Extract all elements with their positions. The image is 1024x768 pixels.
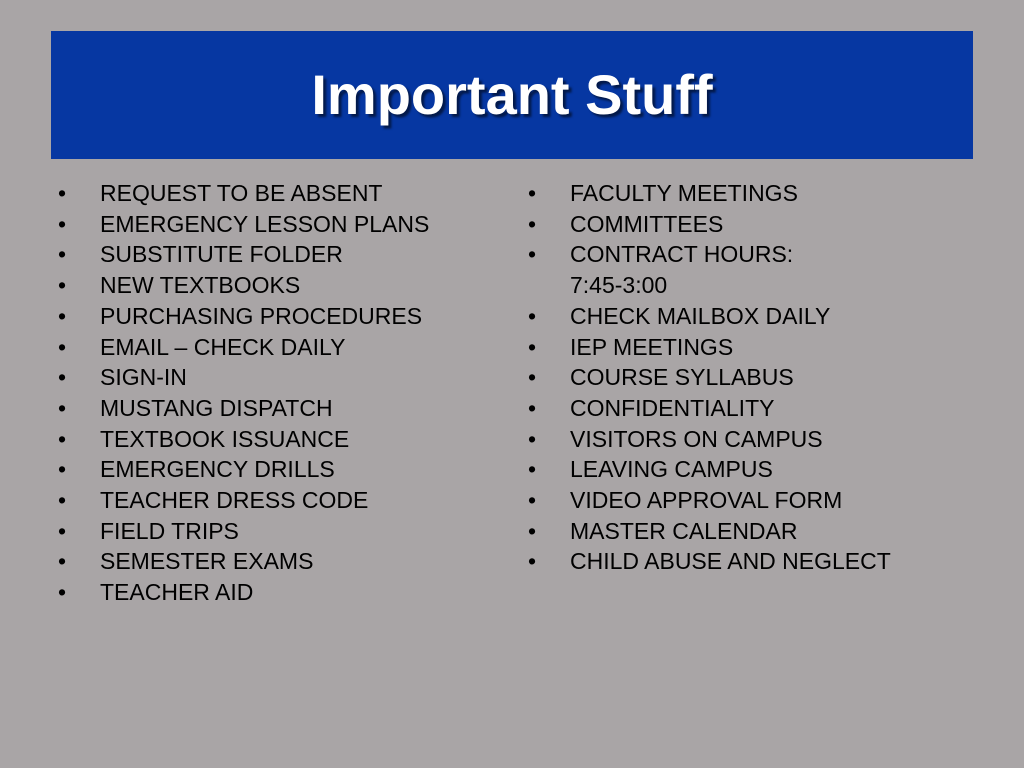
list-item-text: COMMITTEES bbox=[570, 210, 724, 237]
list-item bbox=[528, 362, 968, 393]
list-item-text: SIGN-IN bbox=[100, 364, 187, 391]
bullet-icon: • bbox=[58, 456, 67, 483]
list-item bbox=[58, 239, 498, 270]
list-item bbox=[58, 209, 498, 240]
bullet-icon: • bbox=[58, 364, 67, 391]
list-item-continuation: 7:45-3:00 bbox=[570, 272, 668, 299]
list-item-text: FACULTY MEETINGS bbox=[570, 180, 798, 206]
list-item bbox=[528, 209, 968, 240]
list-item-text: CHILD ABUSE AND NEGLECT bbox=[570, 548, 891, 575]
list-item bbox=[58, 332, 498, 363]
bullet-icon: • bbox=[58, 579, 67, 606]
bullet-icon: • bbox=[528, 425, 537, 452]
list-item-text: PURCHASING PROCEDURES bbox=[100, 302, 423, 329]
bullet-icon: • bbox=[58, 487, 67, 514]
list-item-text: TEACHER AID bbox=[100, 579, 254, 606]
list-item bbox=[58, 301, 498, 332]
list-item-text: CONTRACT HOURS: bbox=[570, 241, 794, 268]
list-item bbox=[528, 301, 968, 332]
list-item-text: VISITORS ON CAMPUS bbox=[570, 425, 823, 452]
list-item-text: FIELD TRIPS bbox=[100, 517, 239, 544]
list-item-text: LEAVING CAMPUS bbox=[570, 456, 773, 483]
right-bullet-list bbox=[528, 178, 968, 577]
bullet-icon: • bbox=[528, 456, 537, 483]
list-item-text: TEXTBOOK ISSUANCE bbox=[100, 425, 350, 452]
list-item-text: SUBSTITUTE FOLDER bbox=[100, 241, 343, 268]
list-item bbox=[528, 424, 968, 455]
list-item bbox=[528, 516, 968, 547]
list-item-text: VIDEO APPROVAL FORM bbox=[570, 487, 843, 514]
bullet-icon: • bbox=[528, 302, 537, 329]
list-item-text: MASTER CALENDAR bbox=[570, 517, 798, 544]
bullet-icon: • bbox=[58, 272, 67, 299]
bullet-icon: • bbox=[528, 210, 537, 237]
list-item bbox=[58, 454, 498, 485]
list-item bbox=[528, 546, 968, 577]
left-bullet-list bbox=[58, 178, 498, 608]
list-item bbox=[58, 393, 498, 424]
list-item bbox=[528, 485, 968, 516]
list-item-text: TEACHER DRESS CODE bbox=[100, 487, 369, 514]
bullet-icon: • bbox=[528, 487, 537, 514]
list-item-text: SEMESTER EXAMS bbox=[100, 548, 314, 575]
list-item bbox=[58, 424, 498, 455]
list-item bbox=[58, 577, 498, 608]
bullet-icon: • bbox=[58, 210, 67, 237]
list-item bbox=[58, 546, 498, 577]
bullet-icon: • bbox=[58, 302, 67, 329]
list-item bbox=[58, 485, 498, 516]
bullet-icon: • bbox=[528, 241, 537, 268]
bullet-icon: • bbox=[528, 548, 537, 575]
list-item-text: CHECK MAILBOX DAILY bbox=[570, 302, 831, 329]
title-bar bbox=[51, 31, 973, 159]
list-item bbox=[528, 393, 968, 424]
list-item-text: EMAIL – CHECK DAILY bbox=[100, 333, 346, 360]
bullet-icon: • bbox=[58, 517, 67, 544]
bullet-icon: • bbox=[58, 333, 67, 360]
bullet-icon: • bbox=[528, 180, 537, 206]
list-item bbox=[58, 516, 498, 547]
list-item-text: EMERGENCY DRILLS bbox=[100, 456, 335, 483]
bullet-icon: • bbox=[528, 333, 537, 360]
bullet-icon: • bbox=[58, 180, 67, 206]
list-item-text: COURSE SYLLABUS bbox=[570, 364, 794, 391]
list-item bbox=[528, 178, 968, 209]
list-item-text: MUSTANG DISPATCH bbox=[100, 394, 333, 421]
list-item bbox=[58, 270, 498, 301]
list-item bbox=[58, 178, 498, 209]
bullet-icon: • bbox=[58, 425, 67, 452]
bullet-icon: • bbox=[58, 548, 67, 575]
list-item-text: IEP MEETINGS bbox=[570, 333, 734, 360]
list-item bbox=[528, 239, 968, 300]
list-item bbox=[58, 362, 498, 393]
list-item-text: EMERGENCY LESSON PLANS bbox=[100, 210, 430, 237]
bullet-icon: • bbox=[528, 394, 537, 421]
list-item-text: CONFIDENTIALITY bbox=[570, 394, 775, 421]
list-item-text: NEW TEXTBOOKS bbox=[100, 272, 301, 299]
bullet-icon: • bbox=[528, 364, 537, 391]
bullet-icon: • bbox=[58, 394, 67, 421]
list-item bbox=[528, 332, 968, 363]
bullet-icon: • bbox=[528, 517, 537, 544]
list-item bbox=[528, 454, 968, 485]
bullet-icon: • bbox=[58, 241, 67, 268]
list-item-text: REQUEST TO BE ABSENT bbox=[100, 180, 383, 206]
slide-title: Important Stuff bbox=[311, 63, 713, 126]
